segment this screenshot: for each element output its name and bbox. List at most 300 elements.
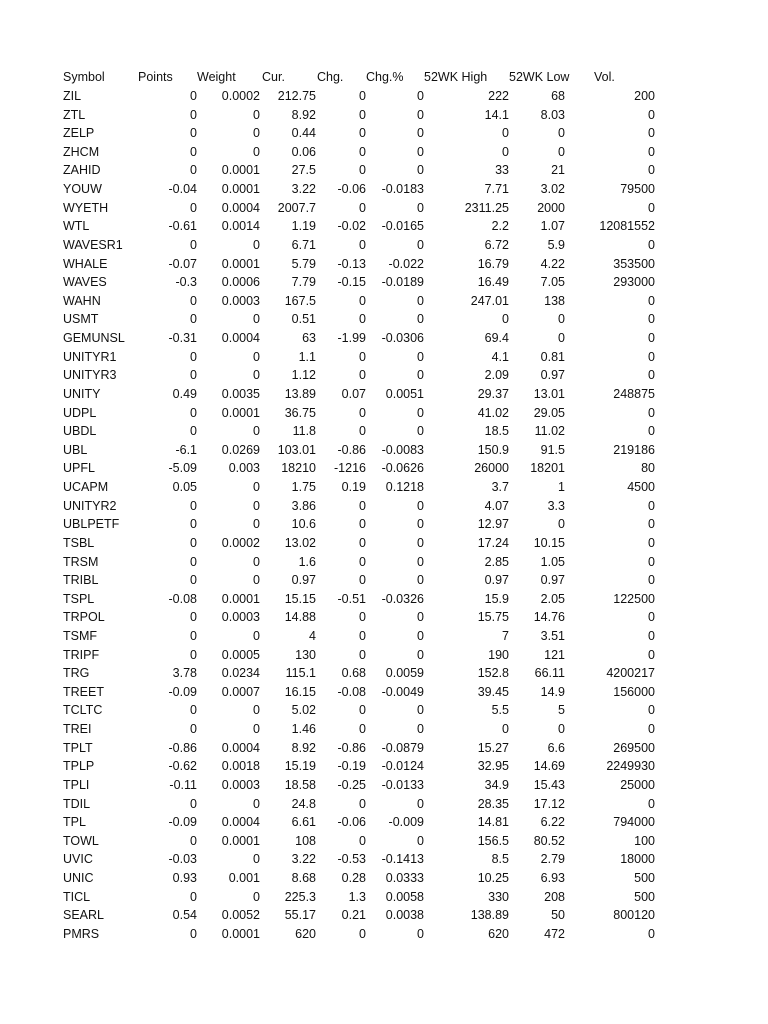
cell-cur: 3.86	[291, 498, 316, 513]
cell-weight: 0.003	[228, 461, 260, 476]
cell-cur: 0.51	[291, 312, 316, 327]
cell-weight: 0.0007	[221, 684, 260, 699]
table-row	[0, 869, 768, 888]
cell-cur: 36.75	[284, 405, 316, 420]
cell-symbol: UNIC	[63, 871, 94, 886]
cell-symbol: WAHN	[63, 293, 101, 308]
cell-points: 0	[190, 237, 197, 252]
cell-vol: 794000	[613, 815, 655, 830]
cell-chg: 0	[359, 796, 366, 811]
cell-52wk-low: 14.9	[540, 684, 565, 699]
header-symbol: Symbol	[63, 70, 105, 84]
cell-52wk-high: 14.81	[477, 815, 509, 830]
cell-symbol: TPLI	[63, 777, 90, 792]
cell-52wk-low: 14.69	[533, 759, 565, 774]
table-row	[0, 553, 768, 572]
cell-symbol: TDIL	[63, 796, 91, 811]
cell-vol: 0	[648, 368, 655, 383]
cell-chg: 0	[359, 293, 366, 308]
cell-52wk-low: 472	[544, 926, 565, 941]
cell-52wk-low: 0.81	[540, 349, 565, 364]
cell-52wk-low: 2.79	[540, 852, 565, 867]
cell-symbol: UNITYR1	[63, 349, 117, 364]
cell-points: 0	[190, 889, 197, 904]
cell-chg: 0	[359, 833, 366, 848]
cell-cur: 55.17	[284, 908, 316, 923]
cell-cur: 130	[295, 647, 316, 662]
cell-52wk-high: 222	[488, 89, 509, 103]
cell-52wk-low: 17.12	[533, 796, 565, 811]
cell-cur: 8.68	[291, 871, 316, 886]
cell-points: -0.31	[168, 331, 197, 346]
table-row	[0, 217, 768, 236]
cell-52wk-low: 0.97	[540, 368, 565, 383]
cell-vol: 0	[648, 610, 655, 625]
cell-weight: 0.0002	[221, 89, 260, 103]
cell-cur: 3.22	[291, 852, 316, 867]
cell-weight: 0	[253, 480, 260, 495]
table-header-row	[0, 68, 768, 87]
cell-vol: 0	[648, 796, 655, 811]
cell-symbol: ZELP	[63, 126, 95, 141]
cell-52wk-high: 7.71	[484, 182, 509, 197]
cell-52wk-low: 0	[558, 722, 565, 737]
cell-52wk-high: 28.35	[477, 796, 509, 811]
table-row	[0, 459, 768, 478]
cell-vol: 0	[648, 573, 655, 588]
cell-weight: 0.0004	[221, 815, 260, 830]
cell-weight: 0	[253, 703, 260, 718]
cell-chg: 0	[359, 424, 366, 439]
cell-vol: 25000	[620, 777, 655, 792]
cell-52wk-high: 6.72	[484, 237, 509, 252]
cell-52wk-high: 69.4	[484, 331, 509, 346]
cell-points: 0	[190, 349, 197, 364]
cell-vol: 219186	[613, 442, 655, 457]
cell-points: 0	[190, 424, 197, 439]
cell-chg: 0	[359, 926, 366, 941]
cell-52wk-high: 190	[488, 647, 509, 662]
cell-weight: 0.0001	[221, 833, 260, 848]
table-row	[0, 404, 768, 423]
cell-cur: 18210	[281, 461, 316, 476]
table-row	[0, 795, 768, 814]
cell-points: 0	[190, 647, 197, 662]
cell-vol: 248875	[613, 386, 655, 401]
cell-chg: 0	[359, 722, 366, 737]
table-row	[0, 832, 768, 851]
cell-vol: 0	[648, 237, 655, 252]
cell-chg-percent: 0.0051	[385, 386, 424, 401]
cell-points: 0	[190, 293, 197, 308]
cell-chg-percent: 0	[417, 349, 424, 364]
cell-symbol: USMT	[63, 312, 99, 327]
cell-chg: -0.53	[337, 852, 366, 867]
cell-symbol: ZAHID	[63, 163, 101, 178]
cell-52wk-high: 34.9	[484, 777, 509, 792]
cell-vol: 2249930	[606, 759, 655, 774]
table-row	[0, 906, 768, 925]
cell-52wk-low: 2000	[537, 200, 565, 215]
cell-cur: 7.79	[291, 275, 316, 290]
cell-symbol: WAVESR1	[63, 237, 123, 252]
cell-weight: 0.0052	[221, 908, 260, 923]
table-row	[0, 497, 768, 516]
cell-points: 0	[190, 200, 197, 215]
cell-chg-percent: -0.0049	[381, 684, 424, 699]
cell-chg-percent: -0.0083	[381, 442, 424, 457]
cell-symbol: ZIL	[63, 89, 82, 103]
cell-vol: 0	[648, 926, 655, 941]
cell-points: 3.78	[172, 666, 197, 681]
cell-chg-percent: 0	[417, 293, 424, 308]
cell-symbol: TSBL	[63, 535, 95, 550]
cell-weight: 0.0001	[221, 182, 260, 197]
table-row	[0, 106, 768, 125]
cell-chg: -0.25	[337, 777, 366, 792]
cell-points: -0.11	[169, 777, 197, 792]
cell-52wk-high: 32.95	[477, 759, 509, 774]
cell-52wk-high: 0	[502, 722, 509, 737]
cell-52wk-low: 208	[544, 889, 565, 904]
cell-52wk-high: 3.7	[491, 480, 509, 495]
cell-chg: 0	[359, 126, 366, 141]
cell-chg-percent: 0.1218	[385, 480, 424, 495]
cell-52wk-low: 0.97	[540, 573, 565, 588]
cell-symbol: UBLPETF	[63, 517, 120, 532]
cell-52wk-low: 0	[558, 126, 565, 141]
cell-symbol: WTL	[63, 219, 90, 234]
header-chg: Chg.	[317, 70, 344, 84]
cell-52wk-low: 2.05	[540, 591, 565, 606]
cell-points: -0.07	[168, 256, 197, 271]
cell-weight: 0.0234	[221, 666, 260, 681]
cell-chg: 0.19	[341, 480, 366, 495]
cell-chg: 0	[359, 163, 366, 178]
table-row	[0, 478, 768, 497]
cell-symbol: TREET	[63, 684, 104, 699]
cell-chg-percent: 0	[417, 647, 424, 662]
cell-vol: 0	[648, 107, 655, 122]
cell-symbol: TRPOL	[63, 610, 105, 625]
cell-52wk-high: 15.75	[477, 610, 509, 625]
cell-52wk-high: 17.24	[477, 535, 509, 550]
cell-weight: 0.0003	[221, 777, 260, 792]
cell-52wk-high: 15.27	[477, 740, 509, 755]
cell-weight: 0	[253, 796, 260, 811]
cell-chg-percent: -0.022	[388, 256, 424, 271]
cell-weight: 0.0018	[221, 759, 260, 774]
cell-vol: 0	[648, 703, 655, 718]
cell-52wk-low: 66.11	[534, 666, 565, 681]
cell-vol: 293000	[613, 275, 655, 290]
cell-points: 0	[190, 107, 197, 122]
cell-symbol: UDPL	[63, 405, 97, 420]
cell-52wk-low: 1.05	[540, 554, 565, 569]
cell-symbol: YOUW	[63, 182, 102, 197]
cell-points: 0	[190, 554, 197, 569]
cell-52wk-high: 0	[502, 126, 509, 141]
cell-weight: 0.0003	[221, 610, 260, 625]
cell-52wk-low: 5.9	[547, 237, 565, 252]
cell-chg: 1.3	[348, 889, 366, 904]
cell-chg: -0.15	[337, 275, 366, 290]
cell-weight: 0	[253, 573, 260, 588]
cell-52wk-low: 0	[558, 517, 565, 532]
cell-symbol: ZHCM	[63, 144, 100, 159]
cell-cur: 2007.7	[277, 200, 316, 215]
cell-vol: 0	[648, 554, 655, 569]
table-row	[0, 776, 768, 795]
cell-weight: 0.0035	[221, 386, 260, 401]
cell-52wk-high: 5.5	[491, 703, 509, 718]
cell-cur: 6.71	[291, 237, 316, 252]
cell-weight: 0.0001	[221, 256, 260, 271]
cell-chg-percent: -0.0124	[381, 759, 424, 774]
cell-chg: -0.86	[337, 442, 366, 457]
cell-weight: 0	[253, 107, 260, 122]
cell-chg-percent: 0	[417, 535, 424, 550]
cell-chg: 0	[359, 144, 366, 159]
cell-chg: 0	[359, 89, 366, 103]
cell-chg: 0	[359, 312, 366, 327]
cell-chg: 0	[359, 554, 366, 569]
cell-vol: 0	[648, 312, 655, 327]
cell-52wk-high: 138.89	[470, 908, 509, 923]
cell-52wk-low: 3.3	[547, 498, 565, 513]
cell-weight: 0.0014	[221, 219, 260, 234]
cell-points: -0.08	[168, 591, 197, 606]
cell-chg-percent: 0	[417, 796, 424, 811]
cell-points: -0.03	[168, 852, 197, 867]
table-row	[0, 646, 768, 665]
cell-cur: 108	[295, 833, 316, 848]
cell-symbol: UVIC	[63, 852, 93, 867]
cell-weight: 0	[253, 237, 260, 252]
cell-weight: 0.0004	[221, 331, 260, 346]
cell-52wk-low: 80.52	[533, 833, 565, 848]
cell-symbol: UNITYR3	[63, 368, 117, 383]
cell-52wk-low: 4.22	[540, 256, 565, 271]
cell-cur: 24.8	[291, 796, 316, 811]
cell-52wk-high: 12.97	[477, 517, 509, 532]
header-vol: Vol.	[594, 70, 615, 84]
cell-52wk-high: 156.5	[477, 833, 509, 848]
cell-weight: 0	[253, 554, 260, 569]
table-row	[0, 813, 768, 832]
cell-symbol: SEARL	[63, 908, 104, 923]
cell-chg: 0	[359, 628, 366, 643]
table-row	[0, 925, 768, 944]
cell-cur: 103.01	[277, 442, 316, 457]
cell-cur: 18.58	[284, 777, 316, 792]
cell-symbol: WYETH	[63, 200, 109, 215]
cell-chg: 0	[359, 535, 366, 550]
cell-vol: 18000	[620, 852, 655, 867]
cell-cur: 5.79	[291, 256, 316, 271]
cell-points: -0.61	[168, 219, 197, 234]
table-row	[0, 329, 768, 348]
cell-weight: 0	[253, 722, 260, 737]
cell-chg-percent: 0	[417, 405, 424, 420]
table-row	[0, 255, 768, 274]
cell-symbol: UBL	[63, 442, 88, 457]
cell-chg-percent: -0.0626	[381, 461, 424, 476]
cell-chg-percent: 0.0038	[385, 908, 424, 923]
cell-points: 0	[190, 312, 197, 327]
cell-chg: 0	[359, 610, 366, 625]
cell-52wk-high: 2.85	[484, 554, 509, 569]
cell-52wk-high: 0.97	[484, 573, 509, 588]
cell-points: 0	[190, 405, 197, 420]
header-cur: Cur.	[262, 70, 285, 84]
cell-points: 0.49	[172, 386, 197, 401]
cell-points: 0	[190, 833, 197, 848]
cell-chg: -1216	[334, 461, 366, 476]
cell-cur: 16.15	[284, 684, 316, 699]
cell-points: -5.09	[168, 461, 197, 476]
cell-symbol: TCLTC	[63, 703, 103, 718]
cell-chg: 0.28	[341, 871, 366, 886]
cell-chg: 0	[359, 405, 366, 420]
cell-points: 0	[190, 573, 197, 588]
table-row	[0, 124, 768, 143]
cell-weight: 0	[253, 126, 260, 141]
cell-52wk-low: 5	[558, 703, 565, 718]
cell-chg-percent: 0	[417, 498, 424, 513]
cell-52wk-high: 39.45	[477, 684, 509, 699]
cell-weight: 0.0002	[221, 535, 260, 550]
header-chg-percent: Chg.%	[366, 70, 404, 84]
cell-points: 0.54	[172, 908, 197, 923]
cell-cur: 1.1	[298, 349, 316, 364]
cell-chg: 0	[359, 349, 366, 364]
cell-52wk-low: 0	[558, 312, 565, 327]
cell-vol: 500	[634, 889, 655, 904]
cell-52wk-low: 11.02	[534, 424, 565, 439]
cell-vol: 4200217	[606, 666, 655, 681]
table-row	[0, 571, 768, 590]
cell-cur: 115.1	[285, 666, 316, 681]
cell-52wk-high: 2311.25	[464, 200, 509, 215]
cell-cur: 212.75	[277, 89, 316, 103]
cell-symbol: TICL	[63, 889, 91, 904]
cell-chg: 0	[359, 107, 366, 122]
cell-vol: 79500	[620, 182, 655, 197]
cell-52wk-low: 14.76	[533, 610, 565, 625]
cell-vol: 100	[634, 833, 655, 848]
cell-symbol: PMRS	[63, 926, 100, 941]
cell-points: -6.1	[175, 442, 197, 457]
cell-weight: 0.0004	[221, 740, 260, 755]
cell-chg: 0	[359, 517, 366, 532]
cell-symbol: TPL	[63, 815, 86, 830]
cell-vol: 0	[648, 200, 655, 215]
cell-vol: 269500	[613, 740, 655, 755]
cell-cur: 15.19	[284, 759, 316, 774]
cell-52wk-high: 4.1	[491, 349, 509, 364]
table-row	[0, 87, 768, 106]
cell-weight: 0	[253, 312, 260, 327]
cell-symbol: TREI	[63, 722, 92, 737]
cell-weight: 0.0001	[221, 163, 260, 178]
cell-symbol: UNITY	[63, 386, 101, 401]
cell-cur: 10.6	[291, 517, 316, 532]
cell-52wk-low: 6.6	[547, 740, 565, 755]
cell-52wk-low: 0	[558, 331, 565, 346]
cell-vol: 0	[648, 424, 655, 439]
cell-chg-percent: -0.0879	[381, 740, 424, 755]
cell-chg-percent: 0	[417, 554, 424, 569]
cell-chg-percent: 0.0333	[385, 871, 424, 886]
cell-cur: 8.92	[291, 107, 316, 122]
table-row	[0, 366, 768, 385]
cell-vol: 0	[648, 126, 655, 141]
cell-chg-percent: -0.0326	[381, 591, 424, 606]
cell-weight: 0.0001	[221, 926, 260, 941]
cell-weight: 0	[253, 852, 260, 867]
cell-52wk-high: 152.8	[477, 666, 509, 681]
cell-vol: 0	[648, 498, 655, 513]
cell-symbol: TSPL	[63, 591, 95, 606]
cell-52wk-low: 6.93	[540, 871, 565, 886]
cell-vol: 0	[648, 163, 655, 178]
cell-weight: 0	[253, 498, 260, 513]
cell-cur: 225.3	[284, 889, 316, 904]
cell-chg: -0.02	[337, 219, 366, 234]
cell-symbol: UCAPM	[63, 480, 109, 495]
cell-points: 0	[190, 89, 197, 103]
table-row	[0, 627, 768, 646]
cell-chg-percent: 0	[417, 424, 424, 439]
cell-chg-percent: -0.1413	[381, 852, 424, 867]
table-row	[0, 292, 768, 311]
header-points: Points	[138, 70, 173, 84]
cell-cur: 0.97	[291, 573, 316, 588]
cell-chg-percent: 0	[417, 126, 424, 141]
cell-chg: 0	[359, 200, 366, 215]
cell-vol: 156000	[613, 684, 655, 699]
cell-chg: -0.13	[337, 256, 366, 271]
table-row	[0, 701, 768, 720]
cell-vol: 0	[648, 628, 655, 643]
cell-cur: 14.88	[284, 610, 316, 625]
cell-points: -0.3	[175, 275, 197, 290]
cell-chg: 0.21	[341, 908, 366, 923]
cell-points: 0	[190, 517, 197, 532]
cell-cur: 1.75	[291, 480, 316, 495]
cell-points: 0	[190, 796, 197, 811]
cell-weight: 0	[253, 424, 260, 439]
cell-52wk-high: 330	[488, 889, 509, 904]
cell-symbol: TOWL	[63, 833, 99, 848]
cell-chg: -0.86	[337, 740, 366, 755]
cell-weight: 0	[253, 349, 260, 364]
cell-52wk-high: 620	[488, 926, 509, 941]
cell-chg-percent: 0.0058	[385, 889, 424, 904]
cell-points: 0	[190, 498, 197, 513]
cell-chg-percent: -0.0306	[381, 331, 424, 346]
cell-weight: 0	[253, 368, 260, 383]
cell-52wk-low: 50	[551, 908, 565, 923]
cell-cur: 63	[302, 331, 316, 346]
cell-52wk-low: 6.22	[540, 815, 565, 830]
cell-52wk-high: 18.5	[484, 424, 509, 439]
cell-points: -0.04	[168, 182, 197, 197]
cell-52wk-low: 15.43	[533, 777, 565, 792]
cell-chg-percent: 0	[417, 107, 424, 122]
cell-chg-percent: 0.0059	[385, 666, 424, 681]
